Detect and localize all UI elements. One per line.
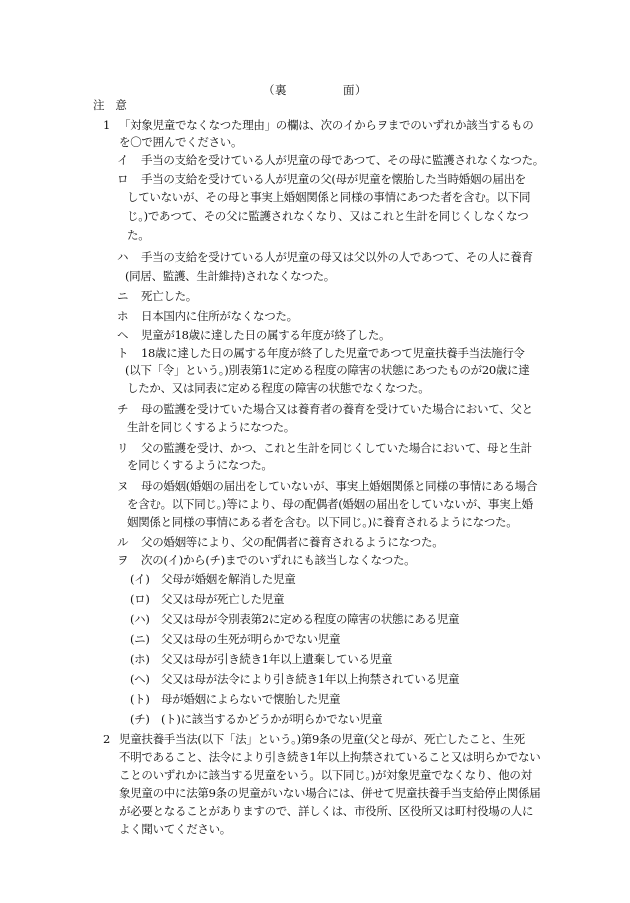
item-mark-i: イ <box>117 153 129 167</box>
item-ro-text: 手当の支給を受けている人が児童の父(母が児童を懐胎した当時婚姻の届出を <box>141 172 526 186</box>
item-ni-text: 死亡した。 <box>141 289 197 303</box>
item-he-text: 児童が18歳に達した日の属する年度が終了した。 <box>141 328 391 342</box>
item-to-text: (以下「令」という。)別表第1に定める程度の障害の状態にあつたものが20歳に達 <box>125 363 530 377</box>
note2-line: 児童扶養手当法(以下「法」という。)第9条の児童(父と母が、死亡したこと、生死 <box>119 732 525 746</box>
note2-line: 象児童の中に法第9条の児童がいない場合には、併せて児童扶養手当支給停止関係届 <box>119 786 541 800</box>
item-ha-text: 手当の支給を受けている人が児童の母又は父以外の人であつて、その人に養育 <box>141 250 533 264</box>
item-ro-text: していないが、その母と事実上婚姻関係と同様の事情にあつた者を含む。以下同 <box>127 190 531 204</box>
subitem-mark: (ロ) <box>130 592 150 606</box>
subitem-mark: (ト) <box>130 692 150 706</box>
subitem-text: (ト)に該当するかどうかが明らかでない児童 <box>161 712 383 726</box>
item-ri-text: を同じくするようになつた。 <box>127 458 273 472</box>
note1-number: 1 <box>103 118 111 132</box>
item-ro-text: じ。)であつて、その父に監護されなくなり、又はこれと生計を同じくしなくなつ <box>127 209 529 223</box>
subitem-text: 父又は母が令別表第2に定める程度の障害の状態にある児童 <box>161 612 460 626</box>
subitem-text: 父又は母が引き続き1年以上遺棄している児童 <box>161 652 393 666</box>
subitem-mark: (ホ) <box>130 652 150 666</box>
subitem-mark: (ニ) <box>130 632 150 646</box>
item-chi-text: 生計を同じくするようになつた。 <box>127 420 295 434</box>
item-mark-he: ヘ <box>117 328 129 342</box>
item-nu-text: を含む。以下同じ。)等により、母の配偶者(婚姻の届出をしていないが、事実上婚 <box>127 497 533 511</box>
item-mark-ri: リ <box>117 441 129 455</box>
item-ri-text: 父の監護を受け、かつ、これと生計を同じくしていた場合において、母と生計 <box>141 441 532 455</box>
item-mark-to: ト <box>117 346 129 360</box>
page-side-label-open: （裏 <box>263 83 287 97</box>
item-mark-ha: ハ <box>117 250 129 264</box>
item-ru-text: 父の婚姻等により、父の配偶者に養育されるようになつた。 <box>141 535 444 549</box>
subitem-text: 父又は母が死亡した児童 <box>161 592 285 606</box>
item-mark-ho: ホ <box>117 309 129 323</box>
note2-line: 不明であること、法令により引き続き1年以上拘禁されていること又は明らかでない <box>119 750 541 764</box>
page-side-label <box>0 82 630 98</box>
item-ha-text: (同居、監護、生計維持)されなくなつた。 <box>125 269 335 283</box>
item-to-text: したか、又は同表に定める程度の障害の状態でなくなつた。 <box>127 381 430 395</box>
subitem-text: 父母が婚姻を解消した児童 <box>161 572 296 586</box>
note2-number: 2 <box>103 732 111 746</box>
item-ho-text: 日本国内に住所がなくなつた。 <box>141 309 298 323</box>
subitem-mark: (ハ) <box>130 612 150 626</box>
item-mark-nu: ヌ <box>117 479 129 493</box>
note2-line: よく聞いてください。 <box>119 822 231 836</box>
item-to-text: 18歳に達した日の属する年度が終了した児童であつて児童扶養手当法施行令 <box>141 346 525 360</box>
item-i-text: 手当の支給を受けている人が児童の母であつて、その母に監護されなくなつた。 <box>141 153 544 167</box>
item-nu-text: 母の婚姻(婚姻の届出をしていないが、事実上婚姻関係と同様の事情にある場合 <box>141 479 538 493</box>
item-nu-text: 姻関係と同様の事情にある者を含む。以下同じ。)に養育されるようになつた。 <box>127 515 518 529</box>
page-side-label-close: 面） <box>343 83 367 97</box>
note1-line: 「対象児童でなくなつた理由」の欄は、次のイからヲまでのいずれか該当するもの <box>119 118 534 132</box>
item-mark-chi: チ <box>117 402 129 416</box>
note2-line: ことのいずれかに該当する児童をいう。以下同じ。)が対象児童でなくなり、他の対 <box>119 768 532 782</box>
note2-line: が必要となることがありますので、詳しくは、市役所、区役所又は町村役場の人に <box>119 804 534 818</box>
subitem-mark: (イ) <box>130 572 150 586</box>
subitem-text: 母が婚姻によらないで懐胎した児童 <box>161 692 341 706</box>
note1-line: を〇で囲んでください。 <box>119 135 243 149</box>
notes-title: 注 意 <box>93 98 127 112</box>
subitem-text: 父又は母が法令により引き続き1年以上拘禁されている児童 <box>161 672 460 686</box>
item-wo-text: 次の(イ)から(チ)までのいずれにも該当しなくなつた。 <box>141 553 416 567</box>
item-mark-ni: ニ <box>117 289 129 303</box>
item-chi-text: 母の監護を受けていた場合又は養育者の養育を受けていた場合において、父と <box>141 402 533 416</box>
item-mark-ro: ロ <box>117 172 129 186</box>
item-mark-wo: ヲ <box>117 553 129 567</box>
item-mark-ru: ル <box>117 535 129 549</box>
subitem-mark: (ヘ) <box>130 672 150 686</box>
item-ro-text: た。 <box>127 228 150 242</box>
subitem-text: 父又は母の生死が明らかでない児童 <box>161 632 341 646</box>
subitem-mark: (チ) <box>130 712 150 726</box>
